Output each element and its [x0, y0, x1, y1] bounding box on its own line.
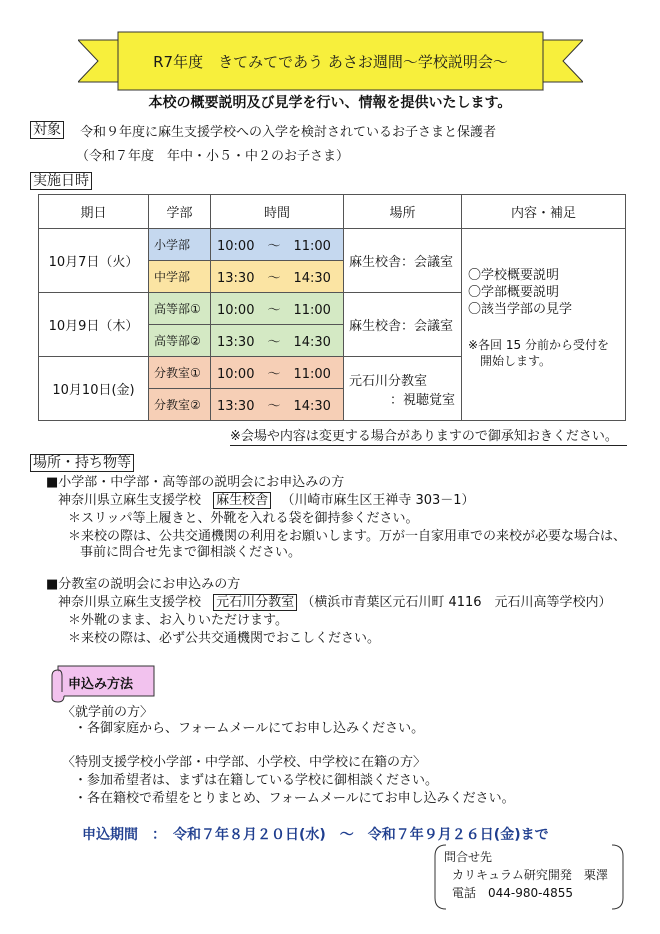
- target-line2: （令和７年度 年中・小５・中２のお子さま）: [76, 149, 350, 164]
- apply-label: 申込み方法: [68, 677, 134, 692]
- time-cell: 10:00 ～ 11:00: [211, 357, 344, 389]
- main-campus-name: 麻生校舎: [213, 492, 271, 509]
- branch-campus-name: 元石川分教室: [213, 594, 297, 611]
- dept-cell: 高等部②: [149, 325, 211, 357]
- main-school-name: 神奈川県立麻生支援学校: [58, 493, 202, 508]
- dept-cell: 中学部: [149, 261, 211, 293]
- venue-label: 場所・持ち物等: [30, 454, 134, 472]
- time-cell: 10:00 ～ 11:00: [211, 293, 344, 325]
- place-cell: [344, 357, 462, 421]
- enrolled-heading: 〈特別支援学校小学部・中学部、小学校、中学校に在籍の方〉: [62, 755, 427, 770]
- main-address: （川崎市麻生区王禅寺 303－1）: [281, 493, 475, 508]
- branch-note: ＊外靴のまま、お入りいただけます。: [68, 613, 288, 628]
- time-cell: 13:30 ～ 14:30: [211, 389, 344, 421]
- table-row: [39, 229, 626, 261]
- content-cell: [462, 229, 626, 421]
- header-dept: 学部: [149, 195, 211, 229]
- main-note-cont: 事前に問合せ先まで御相談ください。: [80, 545, 302, 560]
- branch-address: （横浜市青葉区元石川町 4116 元石川高等学校内）: [301, 595, 612, 610]
- time-cell: 10:00 ～ 11:00: [211, 229, 344, 261]
- intro-text: 本校の概要説明及び見学を行い、情報を提供いたします。: [148, 95, 512, 111]
- branch-note: ＊来校の際は、必ず公共交通機関でおこしください。: [68, 631, 381, 646]
- time-cell: 13:30 ～ 14:30: [211, 261, 344, 293]
- date-cell: 10月7日（火）: [39, 229, 149, 293]
- venue-main-heading: ■小学部・中学部・高等部の説明会にお申込みの方: [46, 475, 345, 490]
- header-content: 内容・補足: [462, 195, 626, 229]
- reception-note: ※各回 15 分前から受付を: [468, 338, 609, 352]
- reception-note-cont: 開始します。: [480, 354, 552, 368]
- banner-title: R7年度 きてみてであう あさお週間～学校説明会～: [153, 53, 508, 71]
- venue-branch-heading: ■分教室の説明会にお申込みの方: [46, 577, 241, 592]
- application-period: 申込期間 ： 令和７年８月２０日(水) ～ 令和７年９月２６日(金)まで: [82, 827, 549, 843]
- contact-heading: 問合せ先: [444, 850, 493, 864]
- time-cell: 13:30 ～ 14:30: [211, 325, 344, 357]
- enrolled-item: ・参加希望者は、まずは在籍している学校に御相談ください。: [74, 773, 439, 788]
- header-place: 場所: [344, 195, 462, 229]
- table-header-row: [39, 195, 626, 229]
- date-cell: 10月10日(金): [39, 357, 149, 421]
- date-cell: 10月9日（木）: [39, 293, 149, 357]
- contact-dept: カリキュラム研究開発 栗澤: [452, 868, 608, 882]
- content-item: 〇該当学部の見学: [468, 302, 573, 317]
- place-line: 元石川分教室: [349, 373, 428, 389]
- preschool-heading: 〈就学前の方〉: [62, 705, 154, 720]
- place-cell: 麻生校舎：会議室: [344, 229, 462, 293]
- place-line: ：視聴覚室: [389, 392, 455, 408]
- change-note-underline: [230, 445, 627, 446]
- preschool-item: ・各御家庭から、フォームメールにてお申し込みください。: [74, 721, 425, 736]
- schedule-table: [38, 194, 626, 421]
- header-time: 時間: [211, 195, 344, 229]
- enrolled-item: ・各在籍校で希望をとりまとめ、フォームメールにてお申し込みください。: [74, 791, 515, 806]
- header-date: 期日: [39, 195, 149, 229]
- place-cell: 麻生校舎：会議室: [344, 293, 462, 357]
- dept-cell: 分教室①: [149, 357, 211, 389]
- dept-cell: 分教室②: [149, 389, 211, 421]
- content-item: 〇学校概要説明: [468, 268, 560, 283]
- content-item: 〇学部概要説明: [468, 285, 560, 300]
- target-line1: 令和９年度に麻生支援学校への入学を検討されているお子さまと保護者: [80, 125, 497, 140]
- change-note: ※会場や内容は変更する場合がありますので御承知おきください。: [230, 429, 618, 444]
- main-note: ＊スリッパ等上履きと、外靴を入れる袋を御持参ください。: [68, 511, 419, 526]
- contact-phone: 電話 044-980-4855: [452, 886, 574, 900]
- dept-cell: 高等部①: [149, 293, 211, 325]
- schedule-label: 実施日時: [30, 172, 92, 190]
- target-label: 対象: [30, 121, 64, 139]
- branch-school-name: 神奈川県立麻生支援学校: [58, 595, 202, 610]
- main-note: ＊来校の際は、公共交通機関の利用をお願いします。万が一自家用車での来校が必要な場合は、: [68, 529, 626, 544]
- dept-cell: 小学部: [149, 229, 211, 261]
